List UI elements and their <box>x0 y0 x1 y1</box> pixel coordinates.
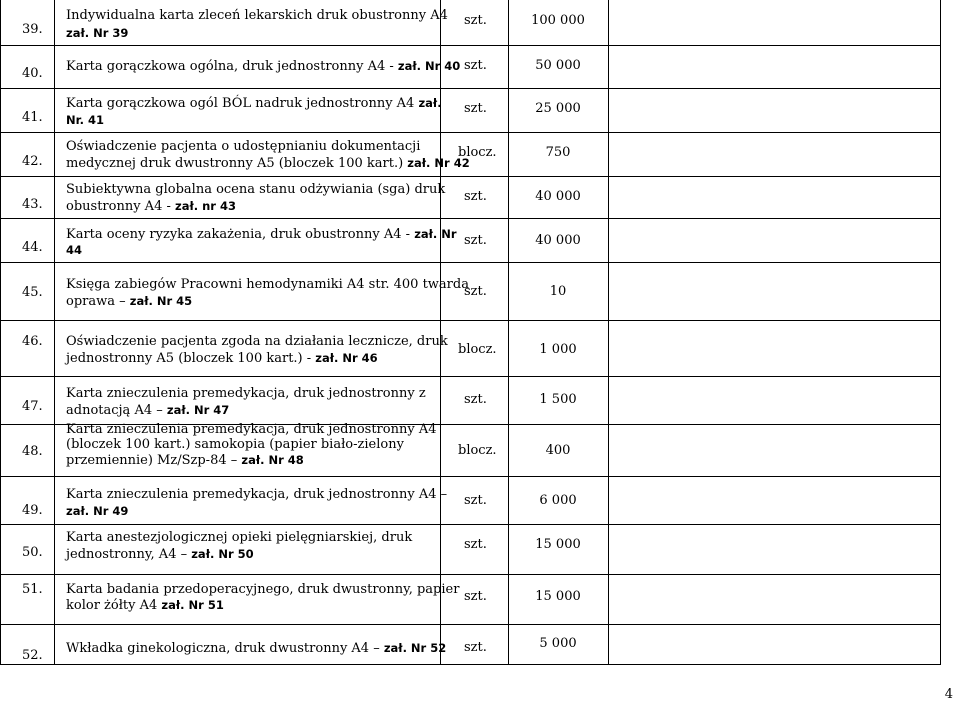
table-row-divider <box>0 476 941 477</box>
row-description: medycznej druk dwustronny A5 (bloczek 100 kart.) zał. Nr 42 <box>66 156 470 171</box>
row-attachment-ref: 44 <box>66 243 83 257</box>
row-unit: szt. <box>464 493 487 508</box>
row-unit: szt. <box>464 284 487 299</box>
row-attachment-ref: zał. Nr 46 <box>315 351 378 365</box>
table-row-divider <box>0 524 941 525</box>
table-row-divider <box>0 132 941 133</box>
row-unit: szt. <box>464 233 487 248</box>
row-quantity: 40 000 <box>535 233 581 248</box>
row-quantity: 15 000 <box>535 537 581 552</box>
row-description: jednostronny A5 (bloczek 100 kart.) - zał. Nr 46 <box>66 351 378 366</box>
row-quantity: 25 000 <box>535 101 581 116</box>
page-number: 4 <box>944 687 953 702</box>
row-description: Karta gorączkowa ogólna, druk jednostronny A4 - zał. Nr 40 <box>66 59 461 74</box>
table-row-divider <box>0 624 941 625</box>
row-attachment-ref: zał. Nr 40 <box>397 59 461 73</box>
table-row-divider <box>0 88 941 89</box>
table-row-divider <box>0 262 941 263</box>
row-attachment-ref: zał. Nr 50 <box>191 547 254 561</box>
row-quantity: 10 <box>549 284 567 299</box>
row-description: Karta badania przedoperacyjnego, druk dwustronny, papier <box>66 582 460 597</box>
table-row-divider <box>0 320 941 321</box>
row-attachment-ref: zał. Nr 39 <box>66 26 129 40</box>
row-description: przemiennie) Mz/Szp-84 – zał. Nr 48 <box>66 453 304 468</box>
row-description: Karta znieczulenia premedykacja, druk jednostronny z <box>66 386 426 401</box>
row-description: jednostronny, A4 – zał. Nr 50 <box>66 547 254 562</box>
row-description: Subiektywna globalna ocena stanu odżywiania (sga) druk <box>66 182 446 197</box>
row-description: kolor żółty A4 zał. Nr 51 <box>66 598 224 613</box>
table-border-bottom <box>0 664 941 665</box>
row-attachment-ref: zał. <box>418 96 442 110</box>
row-number: 41. <box>22 110 43 125</box>
row-description: (bloczek 100 kart.) samokopia (papier biało-zielony <box>66 437 404 452</box>
row-unit: szt. <box>464 13 487 28</box>
row-number: 42. <box>22 154 43 169</box>
row-quantity: 1 500 <box>539 392 577 407</box>
row-unit: szt. <box>464 589 487 604</box>
row-quantity: 750 <box>545 145 571 160</box>
row-number: 40. <box>22 66 43 81</box>
row-quantity: 1 000 <box>539 342 577 357</box>
row-quantity: 15 000 <box>535 589 581 604</box>
row-unit: szt. <box>464 537 487 552</box>
row-unit: szt. <box>464 189 487 204</box>
row-unit: szt. <box>464 392 487 407</box>
row-description: obustronny A4 - zał. nr 43 <box>66 199 236 214</box>
table-row-divider <box>0 176 941 177</box>
row-attachment-ref: zał. Nr 42 <box>407 156 470 170</box>
row-description: Karta anestezjologicznej opieki pielęgniarskiej, druk <box>66 530 413 545</box>
row-quantity: 6 000 <box>539 493 577 508</box>
row-number: 49. <box>22 503 43 518</box>
row-attachment-ref: zał. nr 43 <box>175 199 236 213</box>
row-description: oprawa – zał. Nr 45 <box>66 294 193 309</box>
row-number: 47. <box>22 399 43 414</box>
table-row-divider <box>0 45 941 46</box>
table-border-left <box>0 0 1 665</box>
row-unit: szt. <box>464 640 487 655</box>
row-attachment-ref: zał. Nr 45 <box>129 294 193 308</box>
row-description: adnotacją A4 – zał. Nr 47 <box>66 403 230 418</box>
table-col-divider <box>508 0 509 665</box>
row-attachment-ref: zał. Nr 49 <box>66 504 129 518</box>
row-number: 43. <box>22 197 43 212</box>
row-unit: blocz. <box>458 443 497 458</box>
row-unit: szt. <box>464 58 487 73</box>
row-description: Indywidualna karta zleceń lekarskich druk obustronny A4 <box>66 8 448 23</box>
row-description: Karta znieczulenia premedykacja, druk jednostronny A4 <box>66 422 437 437</box>
row-attachment-ref: zał. Nr <box>414 227 457 241</box>
table-col-divider <box>54 0 55 665</box>
row-number: 45. <box>22 285 43 300</box>
row-number: 48. <box>22 444 43 459</box>
row-quantity: 40 000 <box>535 189 581 204</box>
row-unit: szt. <box>464 101 487 116</box>
row-quantity: 100 000 <box>531 13 585 28</box>
row-quantity: 400 <box>545 443 571 458</box>
row-description: Wkładka ginekologiczna, druk dwustronny A4 – zał. Nr 52 <box>66 641 447 656</box>
row-unit: blocz. <box>458 145 497 160</box>
row-quantity: 5 000 <box>539 636 577 651</box>
row-description: Karta znieczulenia premedykacja, druk jednostronny A4 – <box>66 487 448 502</box>
row-number: 50. <box>22 545 43 560</box>
row-unit: blocz. <box>458 342 497 357</box>
row-description: Oświadczenie pacjenta o udostępnianiu dokumentacji <box>66 139 421 154</box>
row-attachment-ref: Nr. 41 <box>66 113 105 127</box>
row-number: 52. <box>22 648 43 663</box>
row-description: Karta gorączkowa ogól BÓL nadruk jednostronny A4 zał. <box>66 96 442 111</box>
table-border-right <box>940 0 941 665</box>
row-number: 44. <box>22 240 43 255</box>
table-row-divider <box>0 218 941 219</box>
table-col-divider <box>608 0 609 665</box>
row-quantity: 50 000 <box>535 58 581 73</box>
row-number: 39. <box>22 22 43 37</box>
row-attachment-ref: zał. Nr 51 <box>161 598 224 612</box>
row-description: Księga zabiegów Pracowni hemodynamiki A4 str. 400 twarda <box>66 277 469 292</box>
row-attachment-ref: zał. Nr 48 <box>241 453 304 467</box>
row-attachment-ref: zał. Nr 52 <box>383 641 447 655</box>
row-number: 46. <box>22 334 43 349</box>
row-attachment-ref: zał. Nr 47 <box>166 403 230 417</box>
row-description: Oświadczenie pacjenta zgoda na działania lecznicze, druk <box>66 334 448 349</box>
table-row-divider <box>0 376 941 377</box>
table-row-divider <box>0 574 941 575</box>
row-number: 51. <box>22 582 43 597</box>
row-description: Karta oceny ryzyka zakażenia, druk obustronny A4 - zał. Nr <box>66 227 457 242</box>
